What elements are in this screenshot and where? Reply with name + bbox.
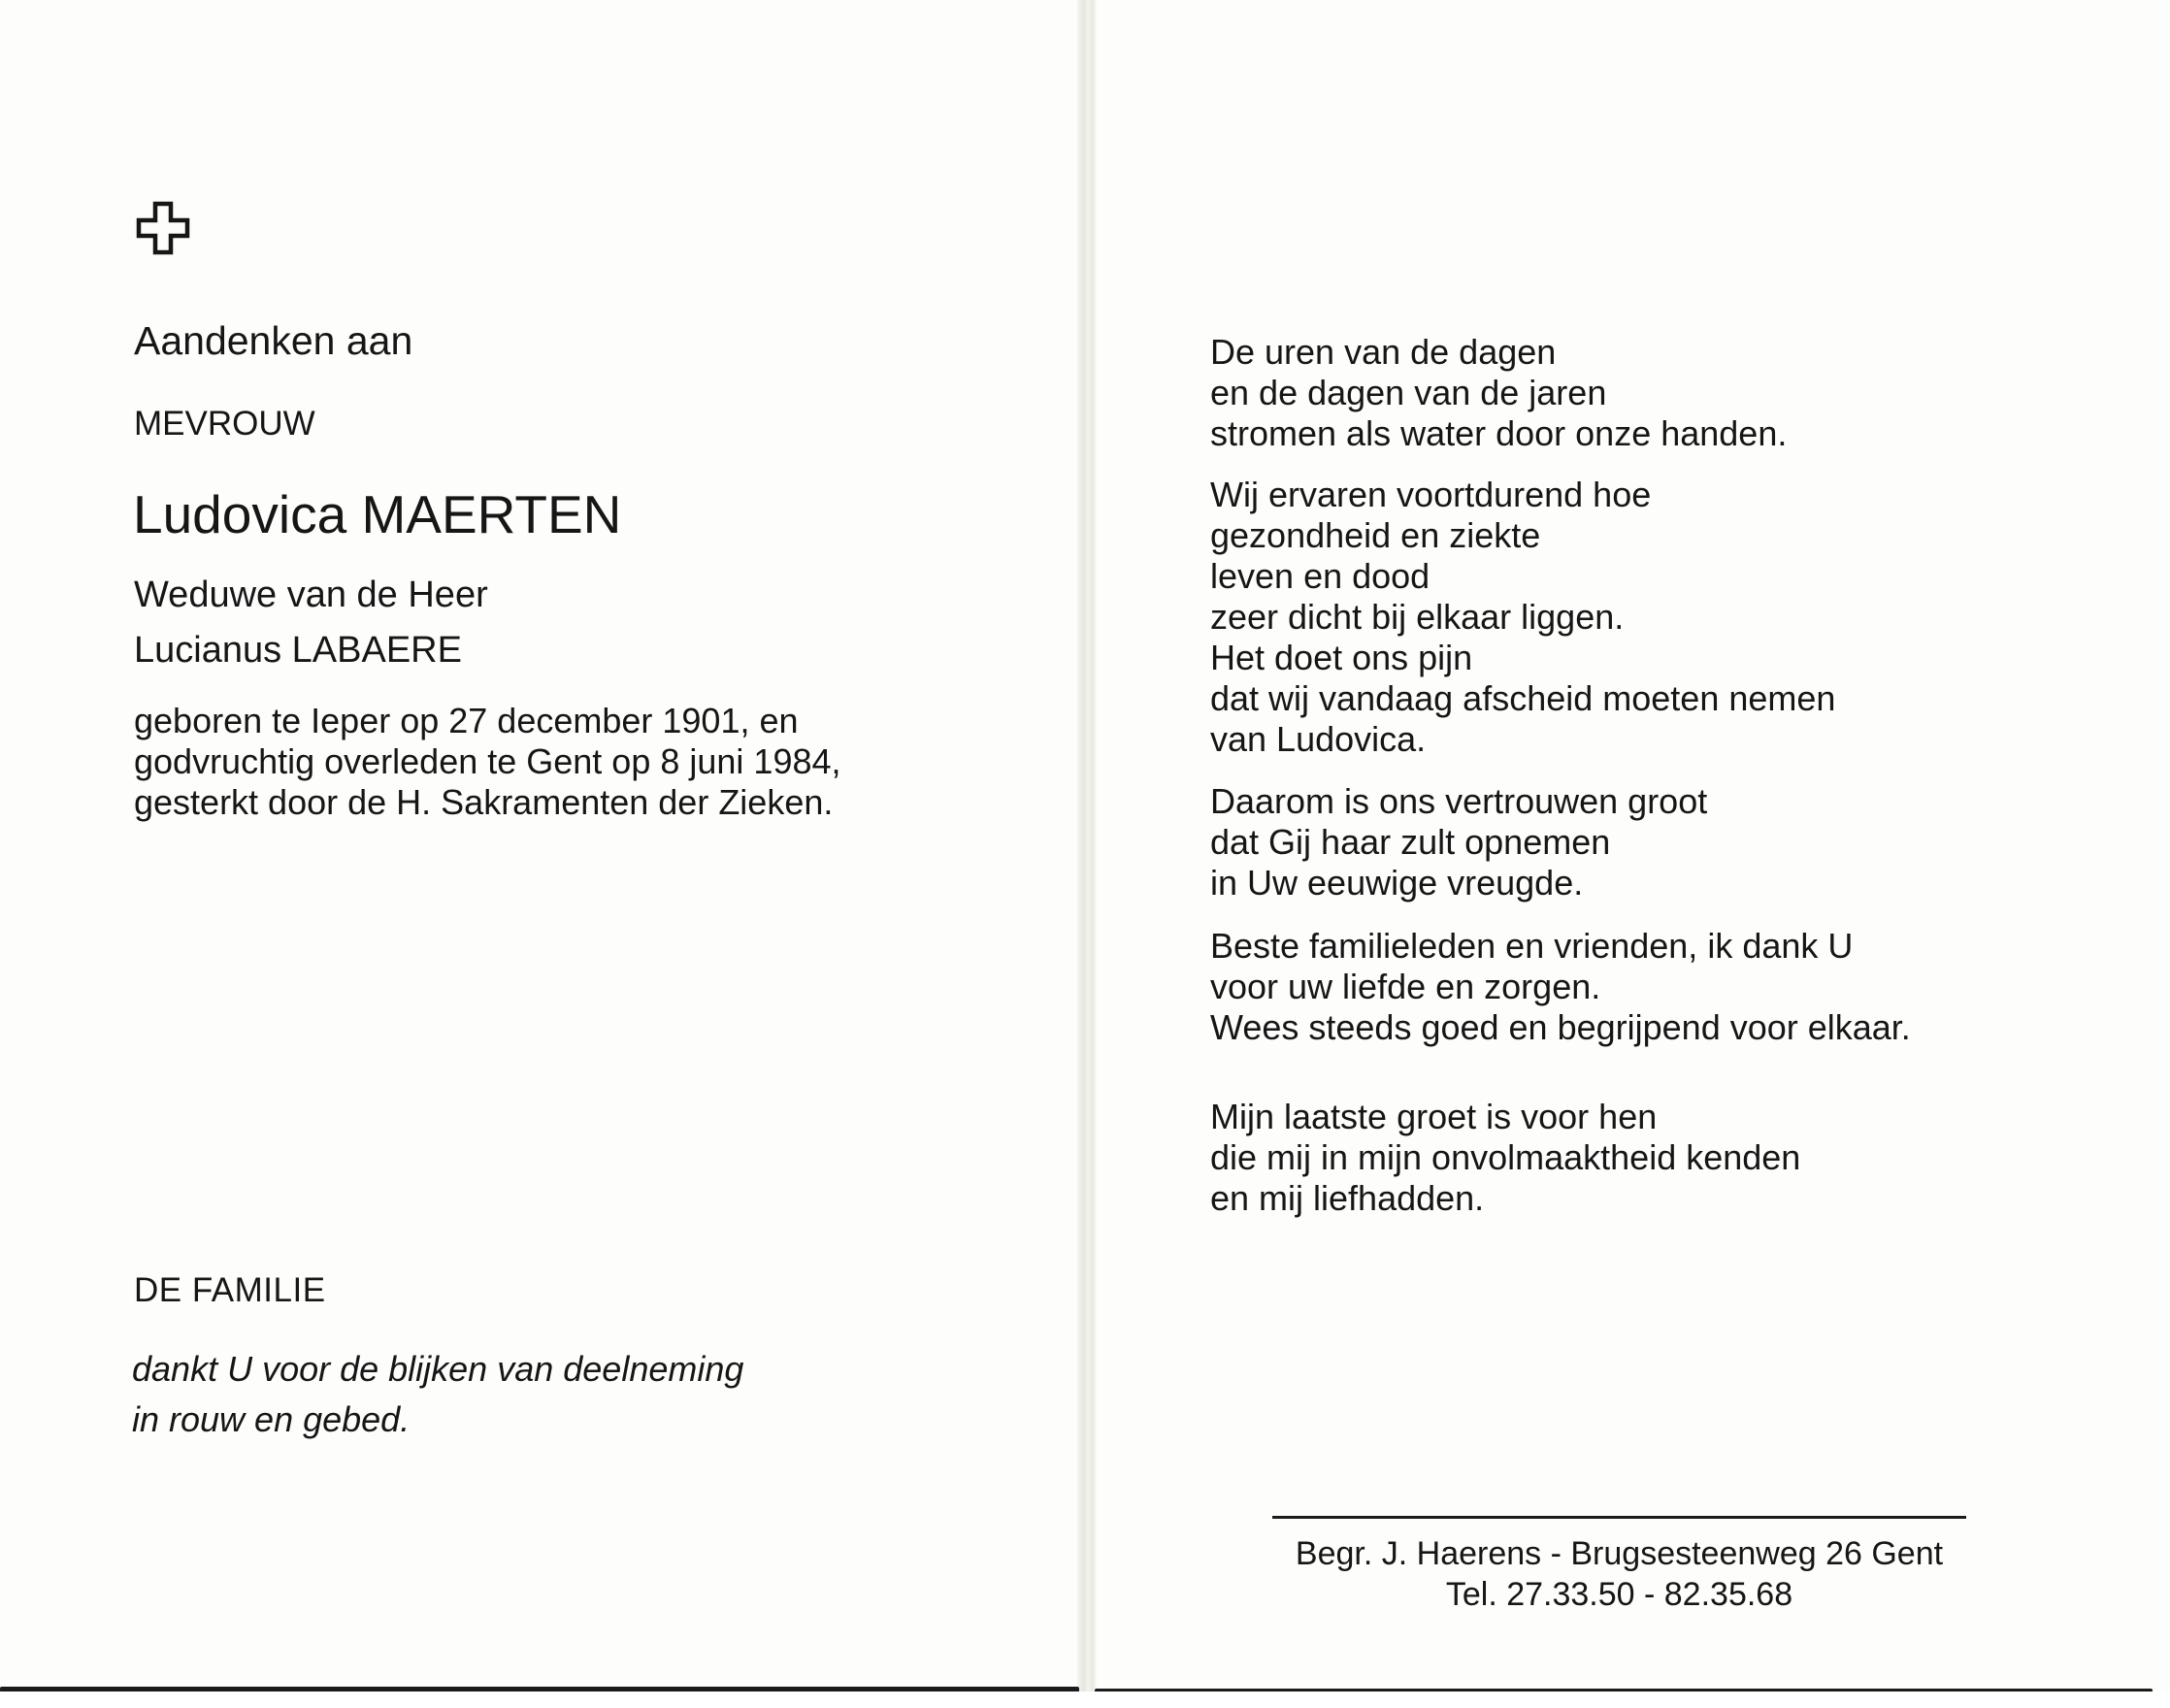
poem-line: leven en dood — [1210, 556, 1430, 596]
widow-line: Weduwe van de Heer — [134, 575, 488, 615]
poem-line: Daarom is ons vertrouwen groot — [1210, 781, 1708, 821]
poem-stanza — [1210, 781, 2084, 903]
undertaker-phone: Tel. 27.33.50 - 82.35.68 — [1445, 1576, 1793, 1613]
poem-line: gezondheid en ziekte — [1210, 515, 1541, 555]
poem-line: Beste familieleden en vrienden, ik dank U — [1210, 926, 1854, 966]
intro-text: Aandenken aan — [134, 318, 413, 363]
biography — [134, 701, 841, 823]
undertaker-address: Begr. J. Haerens - Brugsesteenweg 26 Gent — [1295, 1535, 1944, 1572]
poem-line: die mij in mijn onvolmaaktheid kenden — [1210, 1137, 1801, 1177]
poem-line: en mij liefhadden. — [1210, 1178, 1485, 1218]
undertaker-imprint — [1272, 1533, 1966, 1615]
bio-line: geboren te Ieper op 27 december 1901, en — [134, 701, 799, 740]
poem-line: Wij ervaren voortdurend hoe — [1210, 475, 1652, 514]
poem-line: stromen als water door onze handen. — [1210, 413, 1788, 453]
bio-line: gesterkt door de H. Sakramenten der Zieken. — [134, 782, 834, 822]
undertaker-divider — [1272, 1516, 1966, 1519]
poem-line: De uren van de dagen — [1210, 332, 1557, 372]
poem-stanza — [1210, 926, 2084, 1048]
poem-line: voor uw liefde en zorgen. — [1210, 967, 1601, 1006]
poem-line: Het doet ons pijn — [1210, 638, 1473, 677]
cross-icon — [136, 201, 190, 255]
spouse-name: Lucianus LABAERE — [134, 630, 462, 671]
family-thanks — [132, 1344, 743, 1445]
poem-line: in Uw eeuwige vreugde. — [1210, 863, 1584, 903]
deceased-name: Ludovica MAERTEN — [133, 484, 622, 544]
poem-line: en de dagen van de jaren — [1210, 373, 1607, 412]
poem-line: van Ludovica. — [1210, 719, 1427, 759]
card-fold — [1077, 0, 1097, 1693]
thanks-line: in rouw en gebed. — [132, 1399, 411, 1439]
thanks-line: dankt U voor de blijken van deelneming — [132, 1349, 744, 1389]
page-margin — [0, 1692, 2170, 1708]
poem-line: dat Gij haar zult opnemen — [1210, 822, 1611, 862]
family-heading: DE FAMILIE — [134, 1271, 326, 1309]
poem-line: zeer dicht bij elkaar liggen. — [1210, 597, 1625, 637]
poem-stanza — [1210, 332, 2084, 454]
poem-line: Mijn laatste groet is voor hen — [1210, 1097, 1658, 1136]
poem-line: dat wij vandaag afscheid moeten nemen — [1210, 678, 1836, 718]
left-panel — [0, 0, 1077, 1689]
poem-line: Wees steeds goed en begrijpend voor elkaar. — [1210, 1007, 1911, 1047]
poem-stanza — [1210, 1097, 2084, 1219]
poem-stanza — [1210, 475, 2084, 760]
bio-line: godvruchtig overleden te Gent op 8 juni 1984, — [134, 741, 841, 781]
honorific: MEVROUW — [134, 405, 315, 443]
